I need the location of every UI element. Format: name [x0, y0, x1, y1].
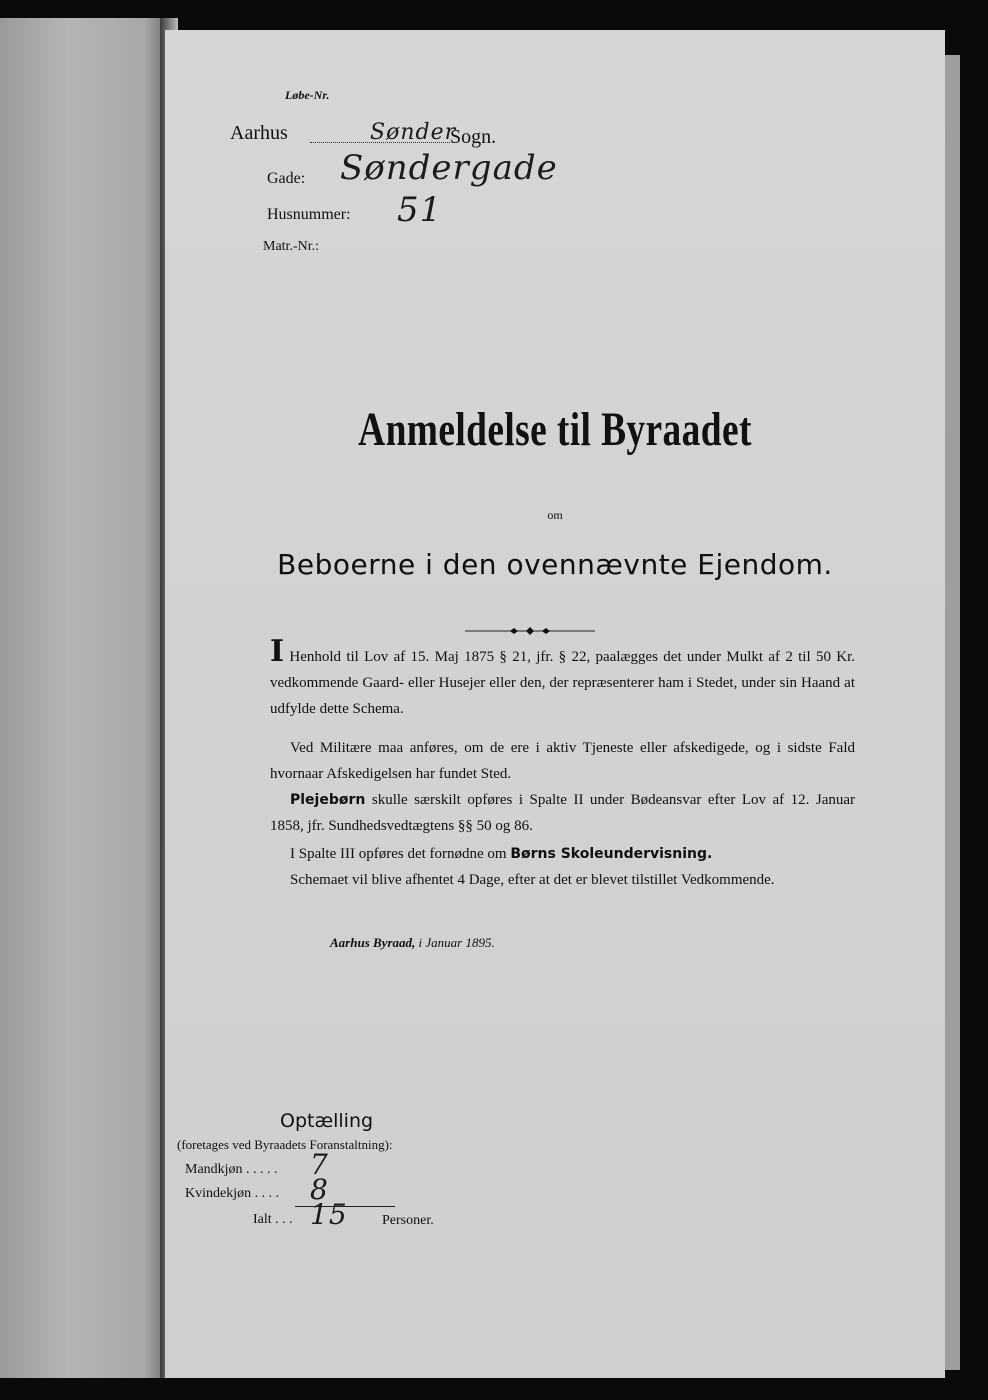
gade-handwritten-value: Søndergade	[340, 148, 558, 188]
school-term: Børns Skoleundervisning.	[510, 846, 713, 862]
paragraph-law	[270, 634, 855, 722]
paragraph-school-text: I Spalte III opføres det fornødne om	[290, 846, 507, 862]
paragraph-foster-children	[270, 787, 855, 839]
paragraph-military: Ved Militære maa anføres, om de ere i aktiv Tjeneste eller afskedigede, og i sidste Fald hvornaar Afskedigelsen har fundet Sted.	[270, 740, 855, 782]
plejeborn-term: Plejebørn	[290, 792, 366, 808]
paragraph-school	[290, 841, 855, 867]
census-note: (foretages ved Byraadets Foranstaltning):	[177, 1137, 393, 1152]
signature-authority: Aarhus Byraad,	[330, 935, 416, 950]
ialt-handwritten-value: 15	[310, 1198, 348, 1231]
matr-nr-label: Matr.-Nr.:	[263, 239, 319, 254]
mandkjon-label: Mandkjøn . . . . .	[185, 1162, 278, 1177]
mandkjon-handwritten-value: 7	[310, 1148, 329, 1181]
husnummer-label: Husnummer:	[267, 206, 351, 223]
gade-label: Gade:	[267, 170, 306, 187]
form-page	[165, 30, 945, 1378]
city-label: Aarhus	[230, 122, 288, 144]
drop-cap: I	[270, 634, 285, 669]
title-connector: om	[547, 508, 563, 522]
page-title: Anmeldelse til Byraadet	[358, 403, 752, 456]
sogn-handwritten-value: Sønder	[370, 120, 457, 145]
sogn-label: Sogn.	[450, 126, 497, 148]
kvindekjon-label: Kvindekjøn . . . .	[185, 1186, 280, 1201]
signature-date: i Januar 1895.	[418, 935, 495, 950]
page-subtitle: Beboerne i den ovennævnte Ejendom.	[277, 548, 833, 581]
ornament-divider	[465, 626, 595, 636]
signature-line	[330, 935, 495, 951]
census-heading: Optælling	[280, 1110, 374, 1132]
paragraph-law-text: Henhold til Lov af 15. Maj 1875 § 21, jfr. § 22, paalægges det under Mulkt af 2 til 50 Kr. vedkommende Gaard- eller Husejer eller den, der repræsenterer ham i Stedet, under sin Haand at udfylde dette Schema.	[270, 649, 855, 717]
paragraph-collection: Schemaet vil blive afhentet 4 Dage, efter at det er blevet tilstillet Vedkommende.	[290, 872, 775, 888]
ialt-label: Ialt . . .	[253, 1212, 293, 1227]
paragraph-foster-children-text: skulle særskilt opføres i Spalte II under Bødeansvar efter Lov af 12. Januar 1858, jfr. Sundhedsvedtægtens §§ 50 og 86.	[270, 792, 856, 834]
left-facing-page	[0, 18, 170, 1378]
husnummer-handwritten-value: 51	[397, 190, 443, 230]
personer-label: Personer.	[382, 1213, 434, 1228]
loebe-nr-label: Løbe-Nr.	[285, 88, 330, 102]
kvindekjon-handwritten-value: 8	[310, 1173, 329, 1206]
